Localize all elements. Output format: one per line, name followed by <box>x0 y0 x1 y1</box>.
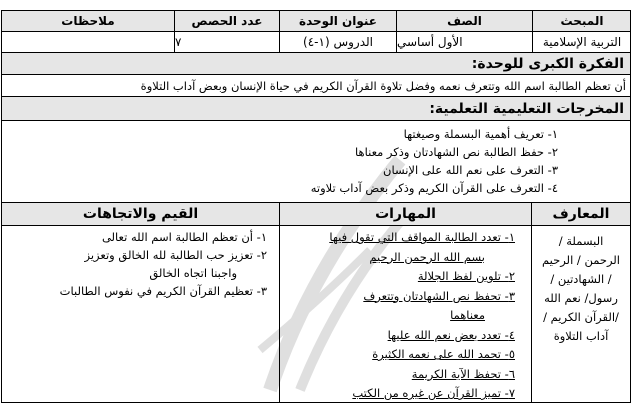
notes-value <box>2 31 174 52</box>
skill-item: معناهما <box>450 308 485 322</box>
skill-item: ٥- تحمد الله على نعمه الكثيرة <box>372 347 515 361</box>
skill-item: ١- تعدد الطالبة المواقف التي تقول فيها <box>329 230 515 244</box>
grade-header: الصف <box>396 11 532 31</box>
header-row <box>1 10 631 32</box>
skills-title: المهارات <box>280 203 531 226</box>
outcome-item: ٤- التعرف على القرآن الكريم وذكر بعض آداب تلاوته <box>310 181 558 195</box>
skill-item: ٤- تعدد بعض نعم الله عليها <box>387 327 515 342</box>
outcomes-box <box>1 121 631 203</box>
outcome-item: ٣- التعرف على نعم الله على الإنسان <box>383 163 558 177</box>
skill-item: ٧- تميز القرآن عن غيره من الكتب <box>352 386 515 400</box>
values-list <box>2 226 279 300</box>
big-idea-title: الفكرة الكبرى للوحدة: <box>1 53 631 75</box>
notes-header: ملاحظات <box>61 14 115 28</box>
knowledge-list <box>532 226 630 346</box>
details-table <box>1 203 631 403</box>
outcome-item: ٢- حفظ الطالبة نص الشهادتان وذكر معناها <box>355 145 558 159</box>
knowledge-item: رسول/ نعم الله <box>544 291 618 305</box>
outcome-item: ١- تعريف أهمية البسملة وصيغتها <box>403 127 558 141</box>
knowledge-item: /القرآن الكريم / <box>543 310 619 324</box>
skills-list <box>280 226 531 404</box>
unit-title-value: الدروس (١-٤) <box>279 31 396 52</box>
values-title: القيم والاتجاهات <box>2 203 279 226</box>
skill-item: ٦- تحفظ الآية الكريمة <box>411 366 515 381</box>
value-item: ٢- تعزيز حب الطالبة لله الخالق وتعزيز <box>84 248 267 262</box>
outcomes-title: المخرجات التعليمية التعلمية: <box>1 97 631 121</box>
big-idea-text: أن تعظم الطالبة اسم الله وتتعرف نعمه وفضل تلاوة القرآن الكريم في حياة الإنسان وبعض آداب التلاوة <box>1 75 631 97</box>
periods-value: ٧ <box>174 31 279 52</box>
knowledge-item: آداب التلاوة <box>553 329 609 343</box>
value-item: ٣- تعظيم القرآن الكريم في نفوس الطالبات <box>59 284 267 298</box>
knowledge-item: الرحمن / الرحيم <box>541 253 621 267</box>
grade-value: الأول أساسي <box>396 31 532 52</box>
value-item: واجبنا اتجاه الخالق <box>149 266 237 280</box>
info-row <box>1 31 631 53</box>
subject-header: المبحث <box>532 11 631 31</box>
skill-item: ٣- تحفظ نص الشهادتان وتتعرف <box>363 288 515 303</box>
knowledge-item: / الشهادتين / <box>550 272 612 286</box>
unit-title-header: عنوان الوحدة <box>279 11 396 31</box>
knowledge-title: المعارف <box>532 203 630 226</box>
subject-value: التربية الإسلامية <box>532 31 631 52</box>
periods-header: عدد الحصص <box>174 11 279 31</box>
knowledge-column <box>532 203 630 402</box>
skill-item: بسم الله الرحمن الرحيم <box>369 249 485 264</box>
skill-item: ٢- تلوين لفظ الجلالة <box>417 269 515 283</box>
knowledge-item: البسملة / <box>558 234 604 248</box>
skills-column <box>279 203 532 402</box>
value-item: ١- أن تعظم الطالبة اسم الله تعالى <box>101 230 267 244</box>
outcomes-list <box>2 125 630 197</box>
values-column <box>2 203 279 402</box>
